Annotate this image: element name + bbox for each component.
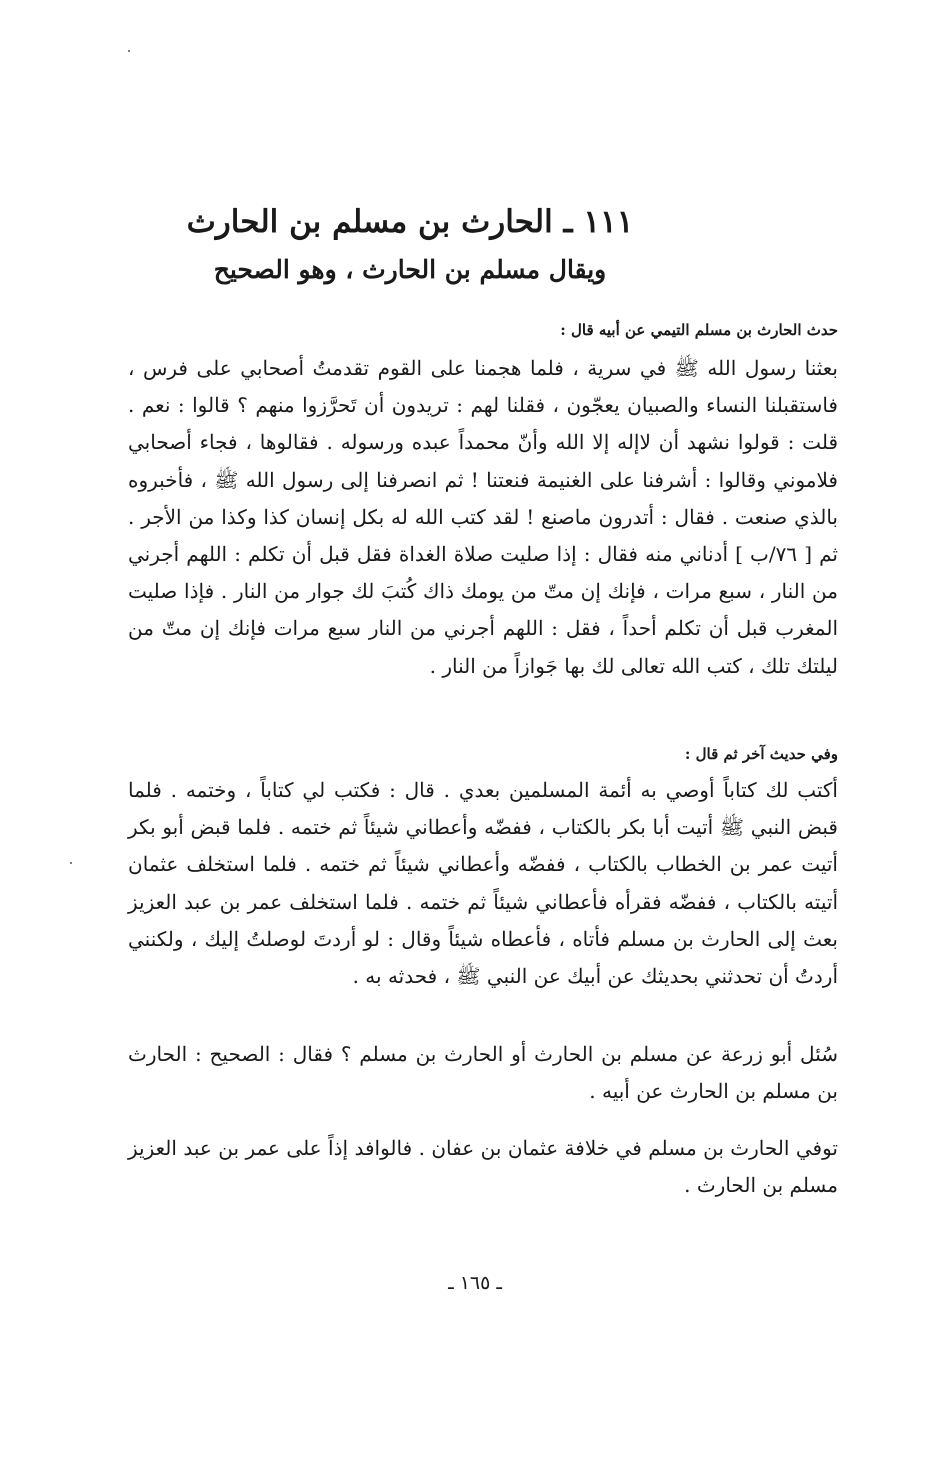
death-note: توفي الحارث بن مسلم في خلافة عثمان بن عفان . فالوافد إذاً على عمر بن عبد العزيز مسلم بن الحارث .	[128, 1136, 838, 1198]
narration-intro: حدث الحارث بن مسلم التيمي عن أبيه قال :	[560, 321, 838, 339]
chapter-title: ١١١ ـ الحارث بن مسلم بن الحارث	[186, 204, 634, 240]
page-number: ـ ١٦٥ ـ	[448, 1272, 502, 1294]
hadith-paragraph: بعثنا رسول الله ﷺ في سرية ، فلما هجمنا على القوم تقدمتُ أصحابي على فرس ، فاستقبلنا النساء والصبيان يعجّون ، فقلنا لهم : تريدون أن تَحرَّزوا منهم ؟ قالوا : نعم . قلت : قولوا نشهد أن لاإله إلا الله وأنّ محمداً عبده ورسوله . فقالوها ، فجاء أصحابي فلاموني وقالوا : أشرفنا على الغنيمة فنعتنا ! ثم انصرفنا إلى رسول الله ﷺ ، فأخبروه بالذي صنعت . فقال : أتدرون ماصنع ! لقد كتب الله له بكل إنسان كذا وكذا من الأجر . ثم [ ٧٦/ب ] أدناني منه فقال : إذا صليت صلاة الغداة فقل قبل أن تكلم : اللهم أجرني من النار ، سبع مرات ، فإنك إن متّ من يومك ذاك كُتبَ لك جوار من النار . فإذا صليت المغرب قبل أن تكلم أحداً ، فقل : اللهم أجرني من النار سبع مرات فإنك إن متّ من ليلتك تلك ، كتب الله تعالى لك بها جَوازاً من النار .	[128, 356, 838, 678]
scan-speck	[70, 862, 72, 864]
scan-speck	[128, 50, 130, 52]
hadith-paragraph-second: أكتب لك كتاباً أوصي به أئمة المسلمين بعدي . قال : فكتب لي كتاباً ، وختمه . فلما قبض النبي ﷺ أتيت أبا بكر بالكتاب ، ففضّه وأعطاني شيئاً ثم ختمه . فلما قبض أبو بكر أتيت عمر بن الخطاب بالكتاب ، ففضّه وأعطاني شيئاً ثم ختمه . فلما استخلف عثمان أتيته بالكتاب ، ففضّه فقرأه فأعطاني شيئاً ثم ختمه . فلما استخلف عمر بن عبد العزيز بعث إلى الحارث بن مسلم فأتاه ، فأعطاه شيئاً وقال : لو أردتَ لوصلتُ إليك ، ولكنني أردتُ أن تحدثني بحديثك عن أبيك عن النبي ﷺ ، فحدثه به .	[128, 778, 838, 989]
narration-intro-second: وفي حديث آخر ثم قال :	[684, 745, 838, 763]
chapter-subtitle: ويقال مسلم بن الحارث ، وهو الصحيح	[213, 255, 607, 284]
abu-zura-note: سُئل أبو زرعة عن مسلم بن الحارث أو الحارث بن مسلم ؟ فقال : الصحيح : الحارث بن مسلم بن الحارث عن أبيه .	[128, 1042, 838, 1104]
